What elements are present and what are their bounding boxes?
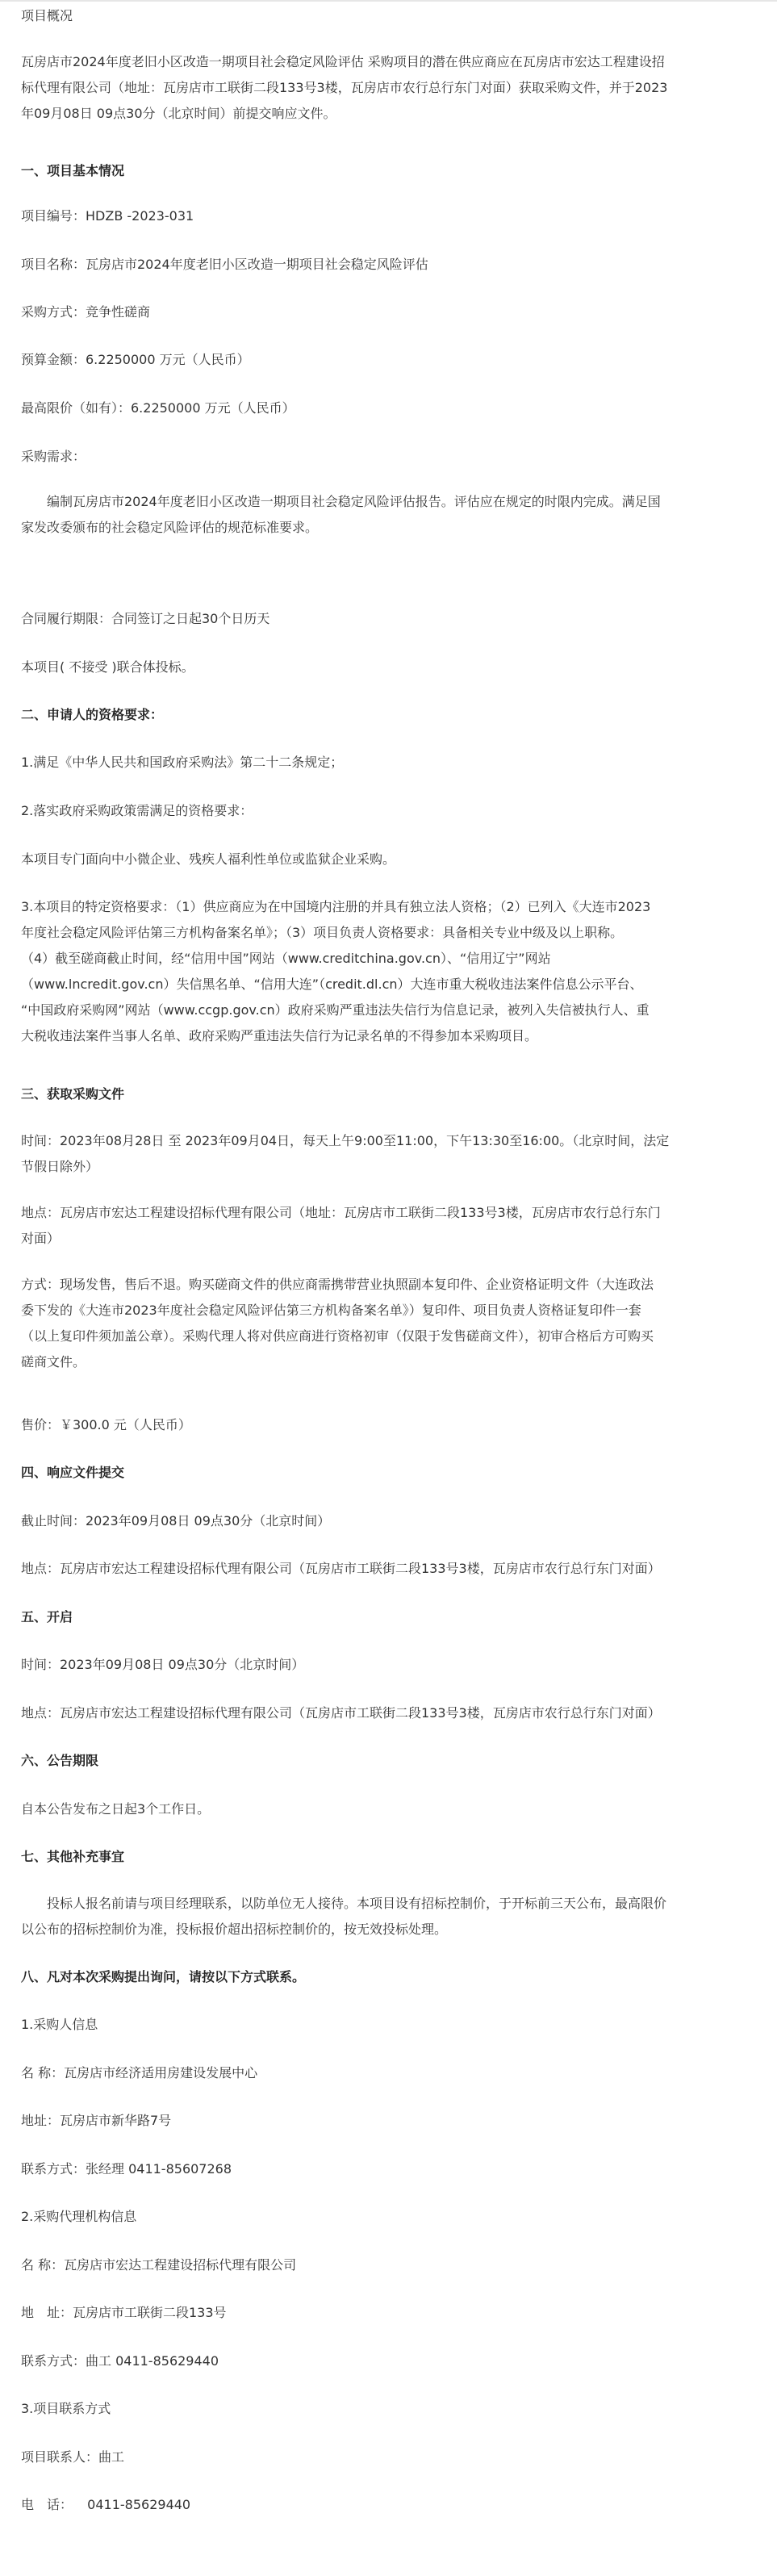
purchaser-contact: 联系方式：张经理 0411-85607268 [21,2161,232,2177]
qualification-item-3 [21,894,757,1049]
purchaser-title: 1.采购人信息 [21,2017,98,2032]
section-3-heading: 三、获取采购文件 [21,1086,125,1102]
acquire-method-line: 方式：现场发售，售后不退。购买磋商文件的供应商需携带营业执照副本复印件、企业资格证明文件（大连政法 [21,1277,654,1292]
purchaser-address: 地址：瓦房店市新华路7号 [21,2113,172,2128]
section-5-heading: 五、开启 [21,1609,73,1625]
agency-address: 地 址：瓦房店市工联街二段133号 [21,2305,227,2320]
qualification-item-1: 1.满足《中华人民共和国政府采购法》第二十二条规定； [21,755,344,770]
requirement-line: 编制瓦房店市2024年度老旧小区改造一期项目社会稳定风险评估报告。评估应在规定的时限内完成。满足国 [47,494,661,509]
qualification-item-2: 2.落实政府采购政策需满足的资格要求： [21,803,253,818]
acquire-method-line: （以上复印件须加盖公章）。采购代理人将对供应商进行资格初审（仅限于发售磋商文件），初审合格后方可购买 [21,1328,654,1344]
agency-contact: 联系方式：曲工 0411-85629440 [21,2353,219,2369]
qualification-item-2-detail: 本项目专门面向中小微企业、残疾人福利性单位或监狱企业采购。 [21,851,396,867]
purchaser-name: 名 称：瓦房店市经济适用房建设发展中心 [21,2065,258,2080]
max-price: 最高限价（如有）：6.2250000 万元（人民币） [21,400,295,416]
overview-paragraph [21,49,757,127]
submission-place: 地点：瓦房店市宏达工程建设招标代理有限公司（瓦房店市工联街二段133号3楼，瓦房店市农行总行东门对面） [21,1561,661,1576]
qualification-line: 大税收违法案件当事人名单、政府采购严重违法失信行为记录名单的不得参加本采购项目。 [21,1028,538,1043]
section-4-heading: 四、响应文件提交 [21,1465,125,1480]
procurement-method: 采购方式：竞争性磋商 [21,304,151,320]
qualification-line: （4）截至磋商截止时间，经“信用中国”网站（www.creditchina.gov.cn）、“信用辽宁”网站 [21,951,551,966]
overview-title: 项目概况 [21,8,73,23]
supplementary-paragraph [21,1891,757,1942]
budget-amount: 预算金额：6.2250000 万元（人民币） [21,352,250,367]
acquire-time-line: 时间：2023年08月28日 至 2023年09月04日，每天上午9:00至11:00，下午13:30至16:00。（北京时间，法定 [21,1133,670,1148]
qualification-line: “中国政府采购网”网站（www.ccgp.gov.cn）政府采购严重违法失信行为信息记录，被列入失信被执行人、重 [21,1002,650,1018]
contract-period: 合同履行期限：合同签订之日起30个日历天 [21,611,270,626]
document-price: 售价：￥300.0 元（人民币） [21,1417,191,1432]
qualification-line: （www.lncredit.gov.cn）失信黑名单、“信用大连”（credit.dl.cn）大连市重大税收违法案件信息公示平台、 [21,976,643,992]
acquire-place [21,1200,757,1252]
qualification-line: 3.本项目的特定资格要求：（1）供应商应为在中国境内注册的并具有独立法人资格；（2）已列入《大连市2023 [21,899,651,914]
consortium-note: 本项目( 不接受 )联合体投标。 [21,659,194,675]
acquire-method-line: 委下发的《大连市2023年度社会稳定风险评估第三方机构备案名单》）复印件、项目负责人资格证复印件一套 [21,1303,641,1318]
requirement-label: 采购需求： [21,449,86,464]
supplementary-line: 以公布的招标控制价为准，投标报价超出招标控制价的，按无效投标处理。 [21,1922,448,1937]
opening-place: 地点：瓦房店市宏达工程建设招标代理有限公司（瓦房店市工联街二段133号3楼，瓦房店市农行总行东门对面） [21,1705,661,1721]
requirement-line: 家发改委颁布的社会稳定风险评估的规范标准要求。 [21,520,319,535]
section-2-heading: 二、申请人的资格要求： [21,707,164,722]
project-contact-phone: 电 话： 0411-85629440 [21,2497,191,2512]
acquire-place-line: 地点：瓦房店市宏达工程建设招标代理有限公司（地址：瓦房店市工联街二段133号3楼，瓦房店市农行总行东门 [21,1205,661,1220]
acquire-time [21,1128,757,1180]
requirement-paragraph [21,489,757,541]
project-name: 项目名称：瓦房店市2024年度老旧小区改造一期项目社会稳定风险评估 [21,257,428,272]
section-6-heading: 六、公告期限 [21,1753,99,1768]
opening-time: 时间：2023年09月08日 09点30分（北京时间） [21,1657,305,1672]
project-contact-person: 项目联系人：曲工 [21,2449,125,2465]
section-1-heading: 一、项目基本情况 [21,163,125,178]
overview-line: 标代理有限公司（地址：瓦房店市工联街二段133号3楼，瓦房店市农行总行东门对面）获取采购文件，并于2023 [21,80,668,95]
section-8-heading: 八、凡对本次采购提出询问，请按以下方式联系。 [21,1969,306,1984]
top-divider [0,0,777,2]
supplementary-line: 投标人报名前请与项目经理联系，以防单位无人接待。本项目设有招标控制价，于开标前三天公布，最高限价 [47,1896,667,1911]
agency-name: 名 称：瓦房店市宏达工程建设招标代理有限公司 [21,2257,297,2273]
overview-line: 年09月08日 09点30分（北京时间）前提交响应文件。 [21,106,336,121]
acquire-method-line: 磋商文件。 [21,1354,86,1370]
submission-deadline: 截止时间：2023年09月08日 09点30分（北京时间） [21,1513,331,1528]
section-7-heading: 七、其他补充事宜 [21,1849,125,1864]
acquire-time-line: 节假日除外） [21,1159,99,1174]
qualification-line: 年度社会稳定风险评估第三方机构备案名单》；（3）项目负责人资格要求：具备相关专业中级及以上职称。 [21,925,624,940]
agency-title: 2.采购代理机构信息 [21,2209,137,2224]
notice-period: 自本公告发布之日起3个工作日。 [21,1801,211,1817]
project-contact-title: 3.项目联系方式 [21,2401,111,2416]
acquire-place-line: 对面） [21,1231,61,1246]
acquire-method [21,1272,757,1375]
project-number: 项目编号：HDZB -2023-031 [21,208,194,224]
overview-line: 瓦房店市2024年度老旧小区改造一期项目社会稳定风险评估 采购项目的潜在供应商应在瓦房店市宏达工程建设招 [21,54,665,69]
